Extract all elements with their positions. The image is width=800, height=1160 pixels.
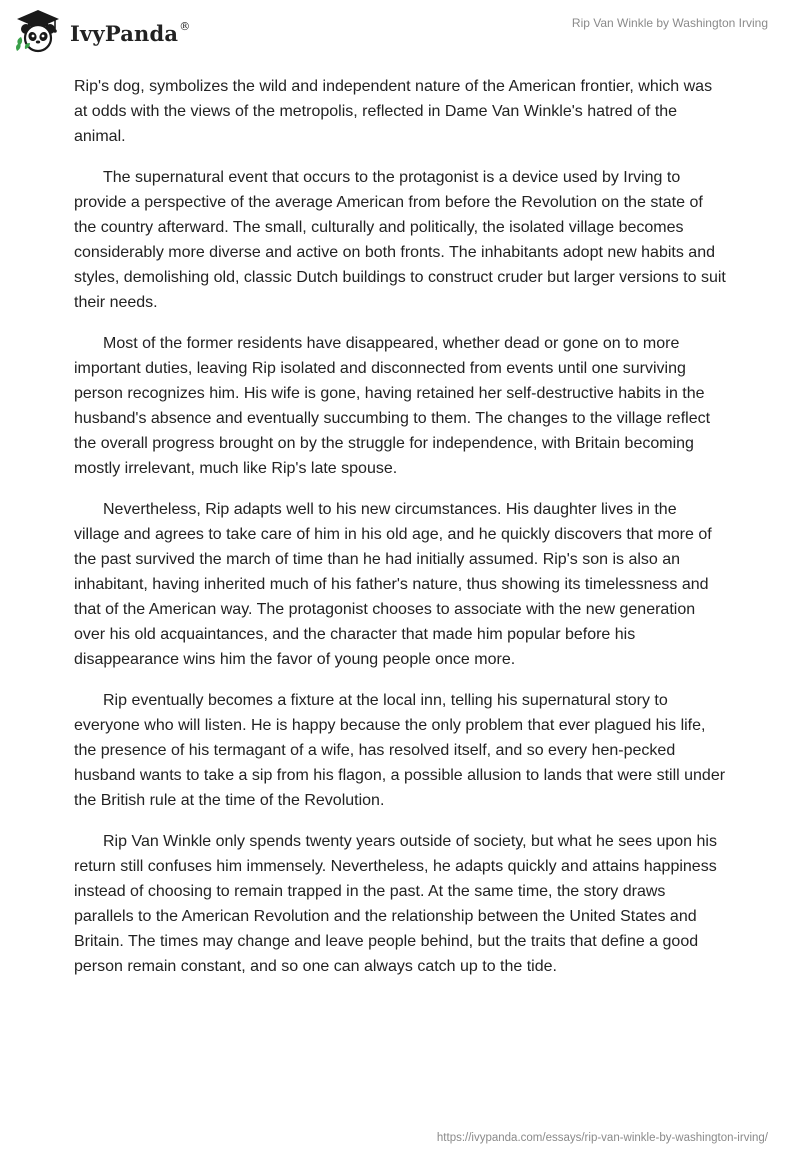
ivypanda-logo[interactable] (14, 8, 190, 54)
essay-body (74, 74, 726, 995)
document-title: Rip Van Winkle by Washington Irving (571, 16, 768, 30)
paragraph: Rip's dog, symbolizes the wild and independent nature of the American frontier, which was at odds with the views of the metropolis, reflected in Dame Van Winkle's hatred of the animal. (74, 78, 713, 145)
paragraph: Most of the former residents have disappeared, whether dead or gone on to more important duties, leaving Rip isolated and disconnected from events until one surviving person recognizes him. His wife is gone, having retained her self-destructive habits in the husband's absence and eventually succumbing to them. The changes to the village reflect the overall progress brought on by the struggle for independence, with Britain becoming mostly irrelevant, much like Rip's late spouse. (74, 335, 711, 477)
paragraph: Rip eventually becomes a fixture at the local inn, telling his supernatural story to everyone who will listen. He is happy because the only problem that ever plagued his life, the presence of his termagant of a wife, has resolved itself, and so every hen-pecked husband wants to take a sip from his flagon, a possible allusion to lands that were still under the British rule at the time of the Revolution. (74, 692, 726, 809)
paragraph: Rip Van Winkle only spends twenty years outside of society, but what he sees upon his return still confuses him immensely. Nevertheless, he adapts quickly and attains happiness instead of choosing to remain trapped in the past. At the same time, the story draws parallels to the American Revolution and the relationship between the United States and Britain. The times may change and leave people behind, but the traits that define a good person remain constant, and so one can always catch up to the tide. (74, 833, 717, 975)
panda-graduate-icon (14, 8, 62, 54)
brand-name: IvyPanda® (70, 19, 191, 46)
paragraph: Nevertheless, Rip adapts well to his new circumstances. His daughter lives in the village and agrees to take care of him in his old age, and he quickly discovers that more of the past survived the march of time than he had initially assumed. Rip's son is also an inhabitant, having inherited much of his father's nature, thus showing its timelessness and that of the American way. The protagonist chooses to associate with the new generation over his old acquaintances, and the character that made him popular before his disappearance wins him the favor of young people once more. (74, 501, 712, 668)
source-url-link[interactable]: https://ivypanda.com/essays/rip-van-winkle-by-washington-irving/ (436, 1132, 768, 1144)
paragraph: The supernatural event that occurs to the protagonist is a device used by Irving to provide a perspective of the average American from before the Revolution on the state of the country afterward. The small, culturally and politically, the isolated village becomes considerably more diverse and active on both fronts. The inhabitants adopt new habits and styles, demolishing old, classic Dutch buildings to construct cruder but larger versions to suit their needs. (74, 169, 726, 311)
registered-mark: ® (179, 19, 191, 33)
page-header (0, 0, 800, 64)
